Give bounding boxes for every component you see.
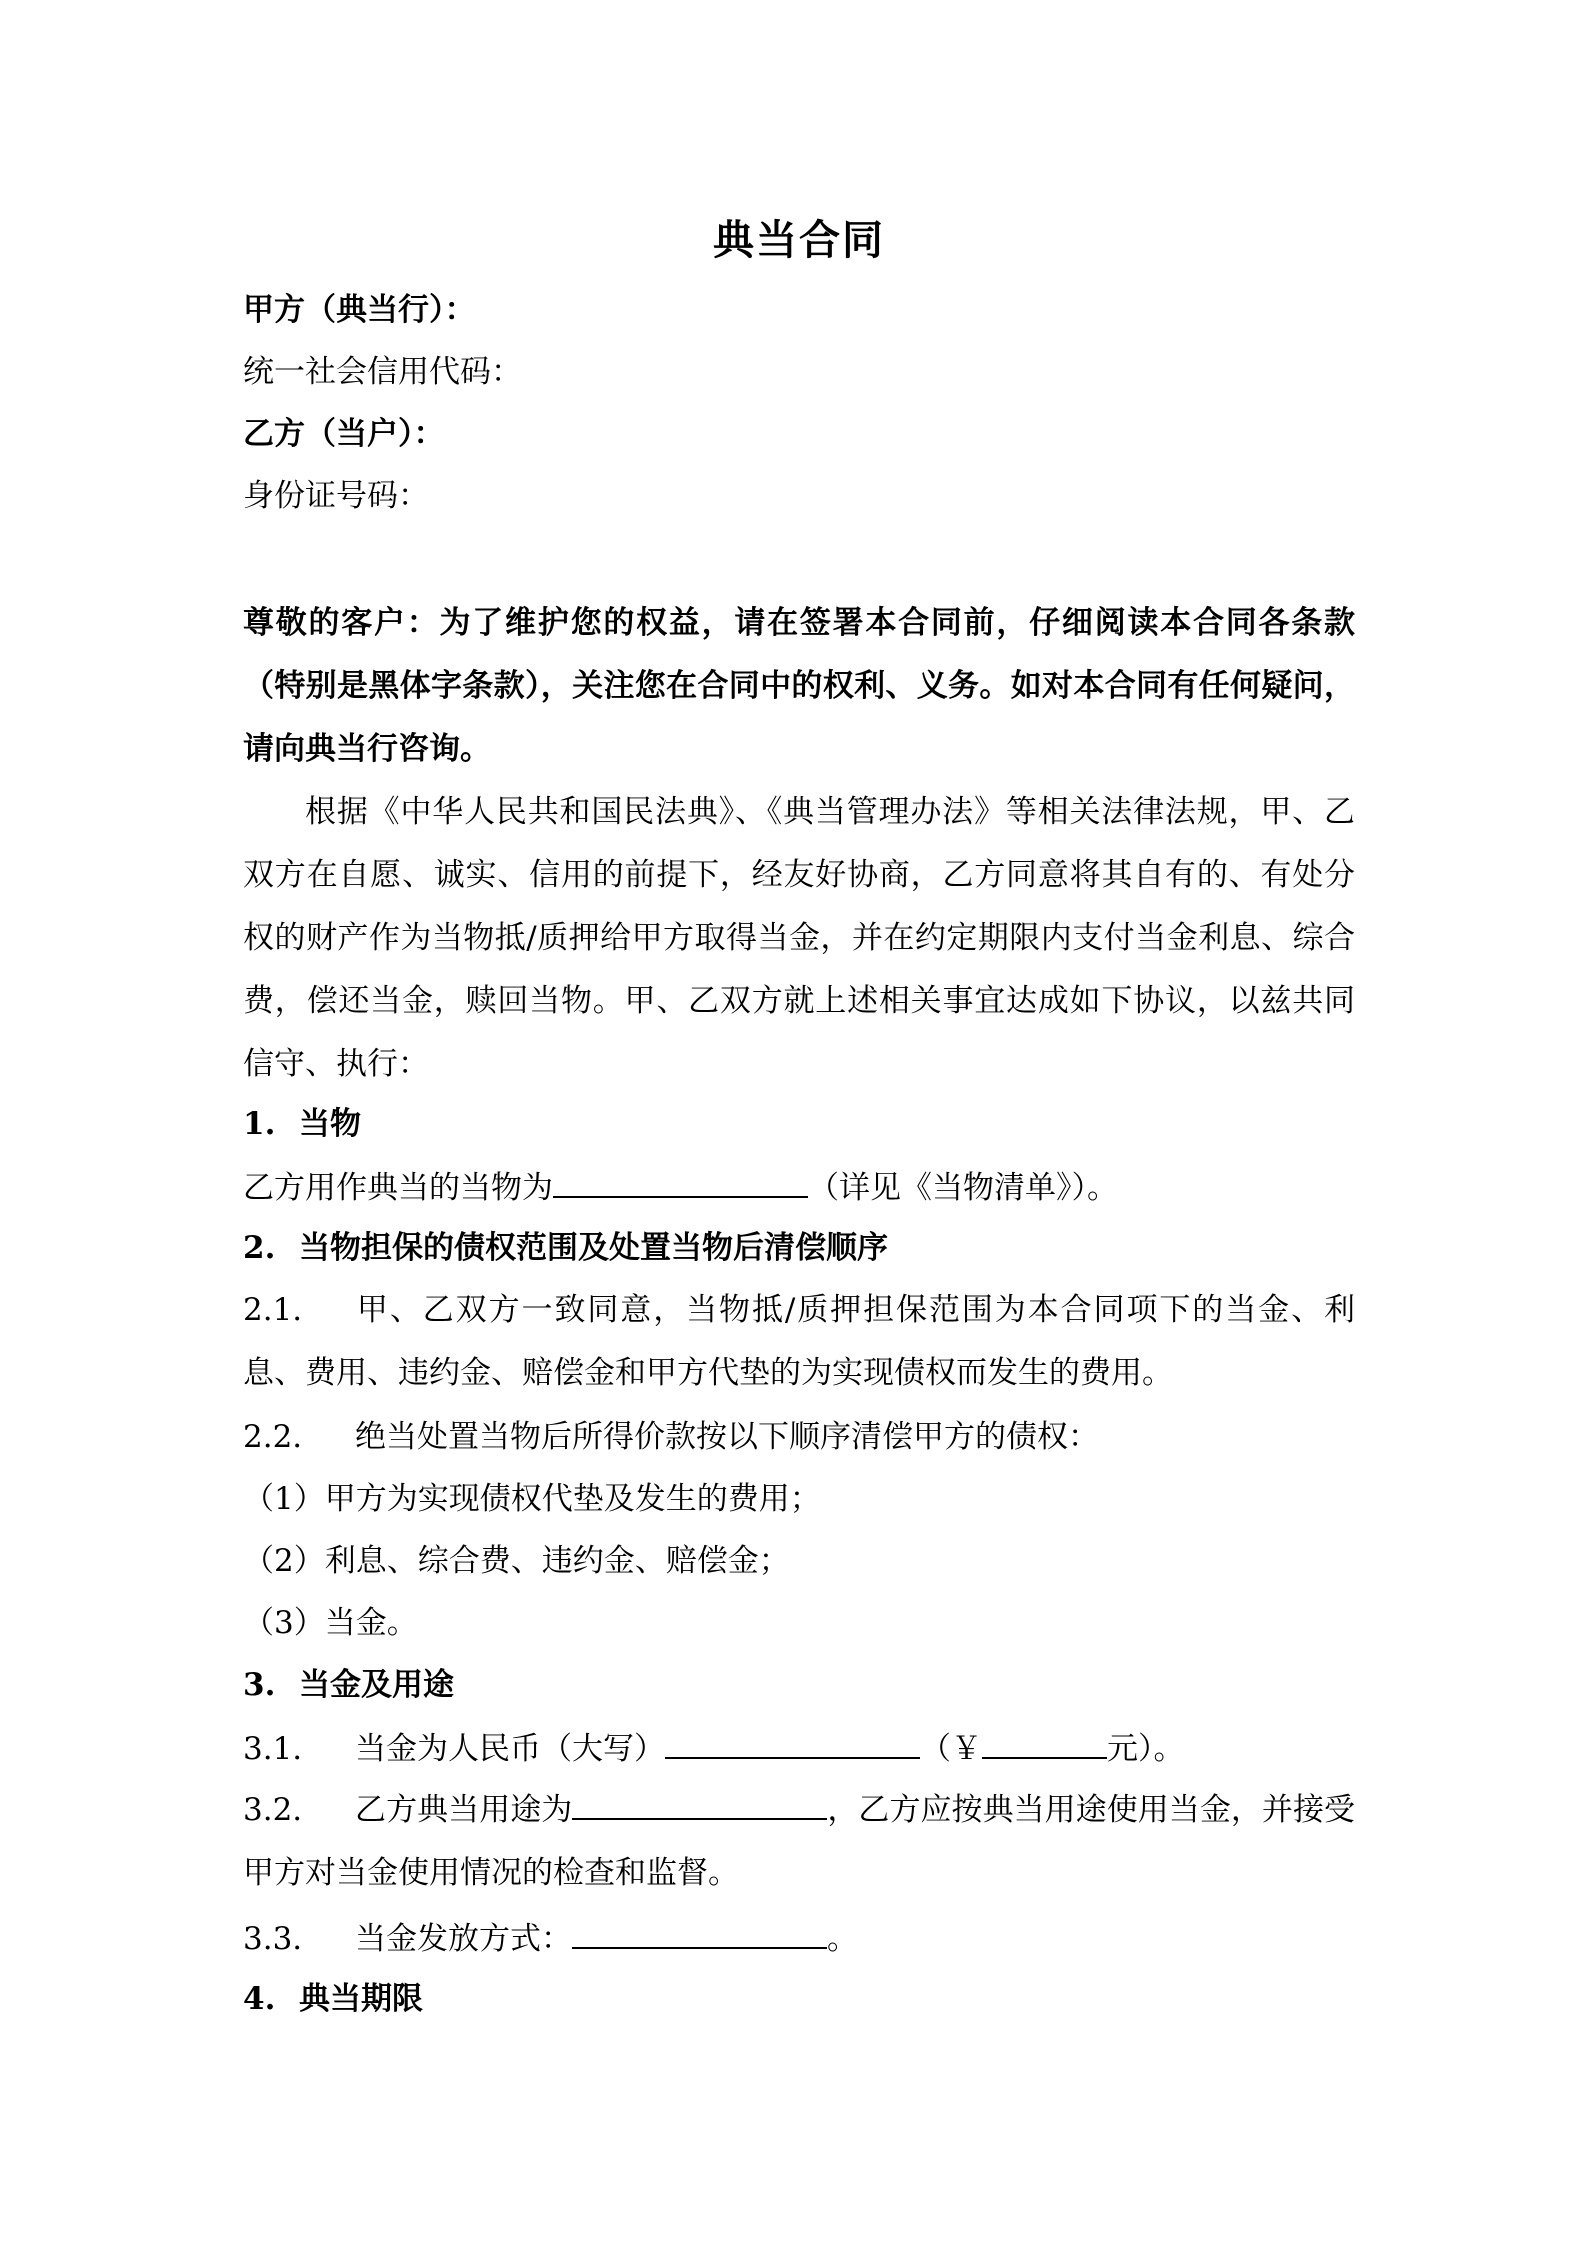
section-title: 当金及用途 xyxy=(299,1667,454,1703)
section-3-heading xyxy=(243,1665,454,1705)
repayment-item-3: （3）当金。 xyxy=(243,1605,418,1641)
clause-3-1 xyxy=(243,1727,1185,1769)
section-title: 当物担保的债权范围及处置当物后清偿顺序 xyxy=(299,1230,888,1266)
section-number: 1. xyxy=(243,1106,276,1142)
repayment-item-2: （2）利息、综合费、违约金、赔偿金； xyxy=(243,1543,790,1579)
section-1-heading xyxy=(243,1104,361,1144)
clause-text: 当金发放方式： xyxy=(355,1921,572,1957)
section-title: 当物 xyxy=(299,1106,361,1142)
section-4-heading xyxy=(243,1979,423,2019)
clause-text: （详见《当物清单》）。 xyxy=(808,1170,1118,1206)
section-title: 典当期限 xyxy=(299,1981,423,2017)
clause-3-3 xyxy=(243,1917,858,1959)
clause-text: 乙方典当用途为 xyxy=(355,1792,573,1828)
clause-text: 甲、乙双方一致同意，当物抵/质押担保范围为本合同项下的当金、利息、费用、违约金、赔偿金和甲方代垫的为实现债权而发生的费用。 xyxy=(243,1292,1355,1391)
section-number: 4. xyxy=(243,1981,276,2017)
clause-text: 绝当处置当物后所得价款按以下顺序清偿甲方的债权： xyxy=(355,1419,1099,1455)
disbursement-method-blank[interactable] xyxy=(572,1917,827,1949)
id-number-label: 身份证号码： xyxy=(243,478,429,514)
clause-text: 当金为人民币（大写） xyxy=(355,1731,665,1767)
purpose-blank[interactable] xyxy=(572,1788,827,1820)
clause-text: 。 xyxy=(827,1921,858,1957)
clause-number: 2.1. xyxy=(243,1292,303,1328)
pawn-item-blank[interactable] xyxy=(553,1166,808,1198)
pawn-item-clause xyxy=(243,1166,1118,1208)
clause-number: 3.2. xyxy=(243,1792,303,1828)
clause-text: ，乙方应按典当用途使用当金，并接受甲方对当金使用情况的检查和监督。 xyxy=(243,1792,1356,1891)
party-b-label: 乙方（当户）： xyxy=(243,416,445,452)
credit-code-label: 统一社会信用代码： xyxy=(243,354,522,390)
clause-number: 2.2. xyxy=(243,1419,303,1455)
amount-words-blank[interactable] xyxy=(665,1727,920,1759)
clause-number: 3.3. xyxy=(243,1921,303,1957)
clause-2-1 xyxy=(243,1279,1355,1405)
repayment-item-1: （1）甲方为实现债权代垫及发生的费用； xyxy=(243,1481,821,1517)
section-2-heading xyxy=(243,1228,888,1268)
clause-number: 3.1. xyxy=(243,1731,303,1767)
customer-notice: 尊敬的客户：为了维护您的权益，请在签署本合同前，仔细阅读本合同各条款（特别是黑体字条款），关注您在合同中的权利、义务。如对本合同有任何疑问，请向典当行咨询。 xyxy=(243,605,1355,767)
party-a-label: 甲方（典当行）： xyxy=(243,292,476,328)
clause-text: （￥ xyxy=(920,1731,982,1767)
preamble: 根据《中华人民共和国民法典》、《典当管理办法》等相关法律法规，甲、乙双方在自愿、诚实、信用的前提下，经友好协商，乙方同意将其自有的、有处分权的财产作为当物抵/质押给甲方取得当金，并在约定期限内支付当金利息、综合费，偿还当金，赎回当物。甲、乙双方就上述相关事宜达成如下协议，以兹共同信守、执行： xyxy=(243,794,1355,1082)
section-number: 2. xyxy=(243,1230,276,1266)
section-number: 3. xyxy=(243,1667,276,1703)
clause-text: 乙方用作典当的当物为 xyxy=(243,1170,553,1206)
document-title: 典当合同 xyxy=(713,216,885,264)
clause-text: 元）。 xyxy=(1107,1731,1185,1767)
amount-number-blank[interactable] xyxy=(982,1727,1107,1759)
clause-3-2 xyxy=(243,1779,1355,1905)
clause-2-2 xyxy=(243,1417,1099,1457)
